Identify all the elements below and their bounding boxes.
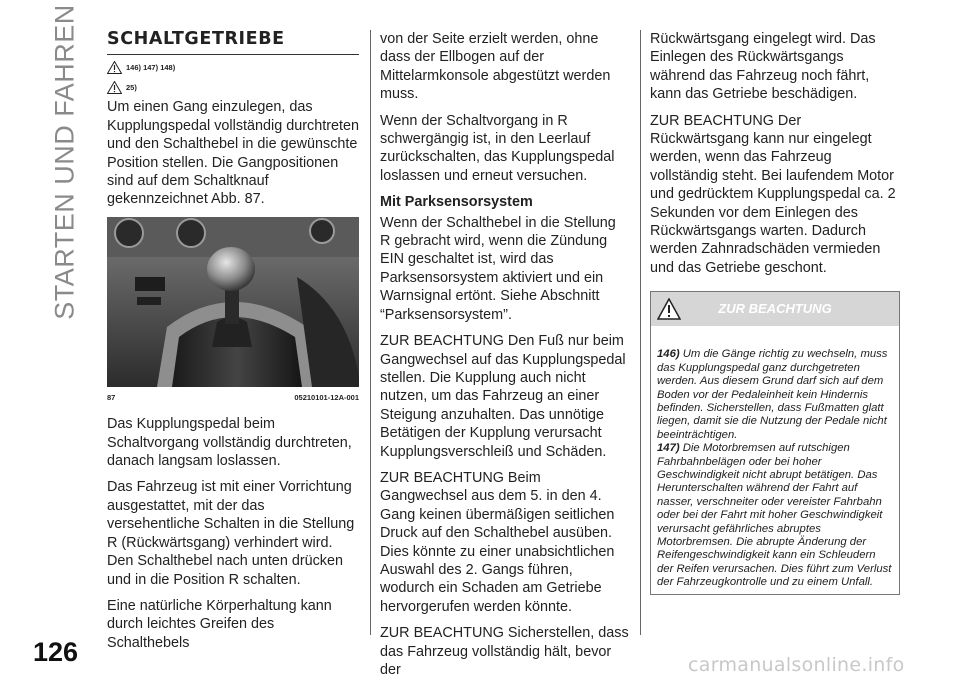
paragraph: ZUR BEACHTUNG Der Rückwärtsgang kann nur eingelegt werden, wenn das Fahrzeug vollständig steht. Bei laufendem Motor und gedrücktem Kupplungspedal ca. 2 Sekunden vor dem Einlegen des Rückwärtsgangs warten. Dadurch werden Zahnradschäden vermieden und das Getriebe geschont. bbox=[650, 112, 896, 276]
warning-note-item bbox=[657, 348, 893, 442]
side-section-label-text: STARTEN UND FAHREN bbox=[49, 3, 80, 320]
warning-ref-text: 25) bbox=[126, 82, 137, 92]
column-1 bbox=[107, 30, 359, 660]
column-divider bbox=[640, 30, 641, 635]
warning-ref-text: 146) 147) 148) bbox=[126, 62, 176, 72]
page-number: 126 bbox=[33, 637, 79, 667]
paragraph: ZUR BEACHTUNG Beim Gangwechsel aus dem 5. in den 4. Gang keinen übermäßigen seitlichen Druck auf den Schalthebel ausüben. Dies könnte zu einer unabsichtlichen Auswahl des 2. Gangs führen, wodurch ein Schaden am Getriebe hervorgerufen werden könnte. bbox=[380, 469, 615, 615]
gear-shift-photo bbox=[107, 217, 359, 387]
paragraph: ZUR BEACHTUNG Den Fuß nur beim Gangwechsel auf das Kupplungspedal stellen. Die Kupplung auch nicht nutzen, um das Fahrzeug an einer Steigung anzuhalten. Das unnötige Betätigen der Kupplung verursacht Kupplungsverschleiß und Schäden. bbox=[380, 333, 626, 460]
warning-triangle-icon bbox=[107, 61, 122, 74]
gear-shift-figure bbox=[107, 217, 359, 387]
note-number: 146) bbox=[657, 348, 680, 361]
paragraph: Um einen Gang einzulegen, das Kupplungspedal vollständig durchtreten und den Schalthebel in die gewünschte Position stellen. Die Gangpositionen sind auf dem Schaltknauf gekennzeichnet Abb. 87. bbox=[107, 99, 360, 208]
paragraph: Das Fahrzeug ist mit einer Vorrichtung ausgestattet, mit der das versehentliche Schalten in die Stellung R (Rückwärtsgang) verhindert wird. Den Schalthebel nach unten drücken und in die Position R schalten. bbox=[107, 479, 355, 588]
paragraph: von der Seite erzielt werden, ohne dass der Ellbogen auf der Mittelarmkonsole abgestützt werden muss. bbox=[380, 31, 611, 103]
paragraph: Rückwärtsgang eingelegt wird. Das Einlegen des Rückwärtsgangs während das Fahrzeug noch fährt, kann das Getriebe beschädigen. bbox=[650, 31, 876, 103]
paragraph: ZUR BEACHTUNG Sicherstellen, dass das Fahrzeug vollständig hält, bevor der bbox=[380, 625, 629, 678]
paragraph: Das Kupplungspedal beim Schaltvorgang vollständig durchtreten, danach langsam loslassen. bbox=[107, 416, 352, 470]
figure-caption bbox=[107, 389, 359, 407]
note-number: 147) bbox=[657, 442, 680, 455]
paragraph: Eine natürliche Körperhaltung kann durch leichtes Greifen des Schalthebels bbox=[107, 597, 332, 651]
warning-triangle-icon bbox=[107, 81, 122, 94]
warning-note-body bbox=[651, 326, 899, 593]
warning-note-item bbox=[657, 442, 893, 589]
warning-triangle-icon bbox=[657, 298, 681, 320]
note-text: Die Motorbremsen auf rutschigen Fahrbahnbelägen oder bei hoher Geschwindigkeit nicht abrupt betätigen. Das Herunterschalten während der Fahrt auf nasser, verschneiter oder vereister Fahrbahn oder bei der Fahrt mit hoher Geschwindigkeit verursacht gefährliches abruptes Motorbremsen. Die abrupte Änderung der Reifengeschwindigkeit kann ein Schleudern der Reifen verursachen. Dies führt zum Verlust der Fahrzeugkontrolle und zu einem Unfall. bbox=[657, 442, 892, 589]
note-text: Um die Gänge richtig zu wechseln, muss das Kupplungspedal ganz durchgetreten werden. Aus diesem Grund darf sich auf dem Boden vor der Pedaleinheit kein Hindernis befinden. Sicherstellen, dass Fußmatten glatt liegen, damit sie die Nutzung der Pedale nicht beeinträchtigen. bbox=[657, 348, 888, 441]
section-title: SCHALTGETRIEBE bbox=[107, 30, 359, 55]
paragraph: Wenn der Schaltvorgang in R schwergängig ist, in den Leerlauf zurückschalten, das Kupplungspedal loslassen und erneut versuchen. bbox=[380, 112, 615, 184]
figure-number: 87 bbox=[107, 392, 116, 402]
subheading: Mit Parksensorsystem bbox=[380, 194, 533, 211]
side-section-label bbox=[49, 3, 80, 320]
warning-refs bbox=[107, 79, 359, 96]
column-3 bbox=[650, 30, 900, 595]
figure-code: 05210101-12A-001 bbox=[294, 392, 359, 402]
warning-note-title: ZUR BEACHTUNG bbox=[718, 301, 832, 317]
warning-note-box bbox=[650, 291, 900, 594]
column-2 bbox=[380, 30, 630, 687]
column-divider bbox=[370, 30, 371, 635]
warning-note-header bbox=[651, 292, 899, 326]
watermark: carmanualsonline.info bbox=[688, 654, 905, 676]
warning-refs bbox=[107, 59, 359, 76]
paragraph: Wenn der Schalthebel in die Stellung R gebracht wird, wenn die Zündung EIN geschaltet ist, wird das Parksensorsystem aktiviert und ein Warnsignal ertönt. Siehe Abschnitt “Parksensorsystem”. bbox=[380, 214, 616, 323]
